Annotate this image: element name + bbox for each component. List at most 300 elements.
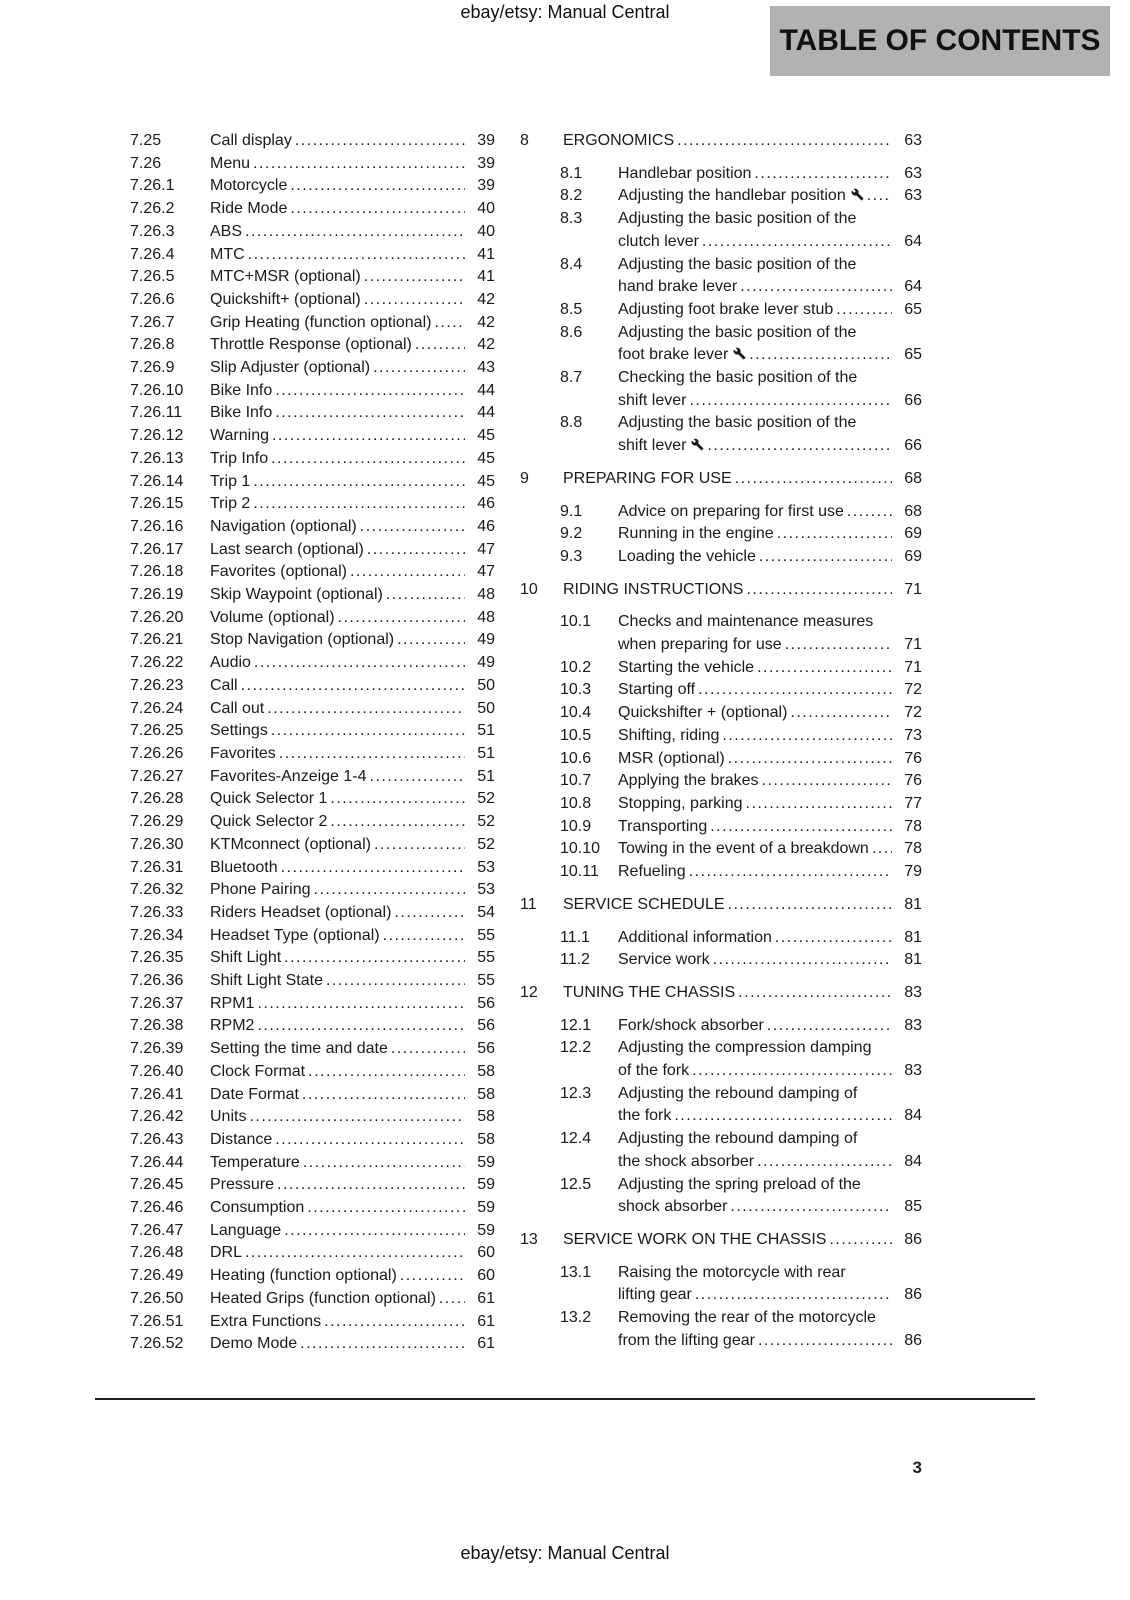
entry-number: 7.26.1 — [130, 177, 175, 195]
entry-page: 59 — [477, 1176, 495, 1194]
toc-section-row — [520, 579, 922, 602]
entry-page: 60 — [477, 1244, 495, 1262]
entry-number: 10.7 — [560, 772, 592, 790]
entry-page: 51 — [477, 744, 495, 762]
entry-page: 66 — [904, 391, 922, 409]
dot-leader — [307, 1197, 465, 1220]
entry-page: 55 — [477, 949, 495, 967]
entry-title: MSR (optional) — [618, 749, 725, 767]
entry-number: 13 — [520, 1230, 538, 1248]
entry-page: 76 — [904, 749, 922, 767]
entry-number: 7.26.11 — [130, 404, 183, 422]
entry-title: Phone Pairing — [210, 881, 311, 899]
dot-leader — [746, 793, 892, 816]
entry-page: 40 — [477, 222, 495, 240]
dot-leader — [394, 902, 465, 925]
toc-entry-row — [520, 254, 922, 277]
toc-entry-row — [130, 993, 495, 1016]
entry-page: 61 — [477, 1335, 495, 1353]
entry-title: Transporting — [618, 817, 708, 835]
dot-leader — [829, 1229, 892, 1252]
dot-leader — [689, 390, 892, 413]
toc-entry-row — [130, 380, 495, 403]
entry-page: 47 — [477, 563, 495, 581]
entry-page: 59 — [477, 1199, 495, 1217]
entry-number: 7.26.47 — [130, 1221, 184, 1239]
dot-leader — [271, 720, 465, 743]
entry-page: 86 — [904, 1331, 922, 1349]
entry-page: 78 — [904, 817, 922, 835]
dot-leader — [281, 857, 465, 880]
entry-number: 11 — [520, 895, 537, 913]
entry-title: Checking the basic position of the — [618, 369, 858, 387]
toc-entry-row — [130, 425, 495, 448]
entry-page: 68 — [904, 502, 922, 520]
dot-leader — [326, 970, 465, 993]
entry-title: Settings — [210, 722, 268, 740]
entry-page: 49 — [477, 654, 495, 672]
entry-page: 61 — [477, 1289, 495, 1307]
dot-leader — [314, 879, 465, 902]
entry-title: Grip Heating (function optional) — [210, 313, 432, 331]
entry-title: Skip Waypoint (optional) — [210, 586, 383, 604]
entry-title: Motorcycle — [210, 177, 288, 195]
entry-page: 50 — [477, 699, 495, 717]
entry-number: 7.26.27 — [130, 767, 184, 785]
toc-entry-row — [520, 163, 922, 186]
page-title-banner — [770, 6, 1110, 76]
dot-leader — [245, 221, 465, 244]
entry-page: 72 — [904, 681, 922, 699]
entry-title: Throttle Response (optional) — [210, 336, 412, 354]
toc-entry-row — [130, 516, 495, 539]
dot-leader — [253, 471, 465, 494]
dot-leader — [383, 925, 465, 948]
dot-leader — [364, 266, 465, 289]
entry-page: 72 — [904, 704, 922, 722]
entry-title: Quick Selector 2 — [210, 813, 328, 831]
entry-number: 7.26.52 — [130, 1335, 184, 1353]
entry-number: 10.4 — [560, 704, 592, 722]
entry-number: 7.26.43 — [130, 1130, 184, 1148]
toc-entry-row — [130, 244, 495, 267]
entry-number: 7.26.25 — [130, 722, 184, 740]
toc-entry-row — [130, 1288, 495, 1311]
entry-title: Adjusting the handlebar position — [618, 187, 846, 205]
entry-page: 73 — [904, 726, 922, 744]
dot-leader — [272, 425, 465, 448]
entry-title: Towing in the event of a breakdown — [618, 840, 869, 858]
entry-number: 7.26.15 — [130, 495, 184, 513]
entry-number: 10.3 — [560, 681, 592, 699]
entry-page: 51 — [477, 722, 495, 740]
toc-entry-row — [130, 925, 495, 948]
entry-title: Shifting, riding — [618, 726, 720, 744]
entry-page: 53 — [477, 881, 495, 899]
entry-page: 41 — [477, 245, 495, 263]
entry-page: 45 — [477, 449, 495, 467]
toc-entry-row — [130, 357, 495, 380]
entry-page: 54 — [477, 903, 495, 921]
entry-number: 12.2 — [560, 1039, 592, 1057]
toc-entry-row — [520, 231, 922, 254]
entry-number: 7.26.14 — [130, 472, 184, 490]
entry-title: the shock absorber — [618, 1152, 755, 1170]
entry-number: 7.26.31 — [130, 858, 184, 876]
dot-leader — [757, 1151, 892, 1174]
toc-section-row — [520, 130, 922, 153]
entry-number: 7.26.12 — [130, 427, 184, 445]
entry-number: 7.26.42 — [130, 1108, 184, 1126]
watermark-top: ebay/etsy: Manual Central — [460, 2, 670, 22]
dot-leader — [767, 1015, 892, 1038]
toc-entry-row — [130, 289, 495, 312]
toc-entry-row — [130, 493, 495, 516]
dot-leader — [275, 402, 465, 425]
entry-title: Adjusting the rebound damping of — [618, 1130, 858, 1148]
dot-leader — [290, 175, 465, 198]
wrench-icon — [851, 188, 864, 201]
entry-title: hand brake lever — [618, 278, 738, 296]
toc-entry-row — [520, 725, 922, 748]
dot-leader — [777, 523, 892, 546]
wrench-icon — [733, 347, 746, 360]
entry-number: 7.26.38 — [130, 1017, 184, 1035]
entry-number: 12 — [520, 983, 538, 1001]
entry-page: 42 — [477, 313, 495, 331]
dot-leader — [738, 982, 892, 1005]
entry-page: 52 — [477, 813, 495, 831]
entry-number: 7.26.28 — [130, 790, 184, 808]
entry-number: 7.26.20 — [130, 608, 184, 626]
toc-entry-row — [520, 838, 922, 861]
entry-number: 7.26.34 — [130, 926, 184, 944]
dot-leader — [728, 894, 892, 917]
entry-title: SERVICE WORK ON THE CHASSIS — [563, 1230, 827, 1248]
entry-title: RPM1 — [210, 994, 255, 1012]
entry-title: Quick Selector 1 — [210, 790, 328, 808]
toc-entry-row — [520, 611, 922, 634]
entry-page: 71 — [904, 636, 922, 654]
dot-leader — [707, 435, 892, 458]
entry-page: 55 — [477, 972, 495, 990]
entry-title: Headset Type (optional) — [210, 926, 380, 944]
entry-title: Starting off — [618, 681, 696, 699]
entry-title: of the fork — [618, 1062, 690, 1080]
entry-page: 61 — [477, 1312, 495, 1330]
dot-leader — [300, 1333, 465, 1356]
entry-title: SERVICE SCHEDULE — [563, 895, 725, 913]
toc-entry-row — [520, 1262, 922, 1285]
dot-leader — [836, 299, 892, 322]
entry-page: 65 — [904, 300, 922, 318]
entry-number: 7.26.21 — [130, 631, 184, 649]
entry-title: Bluetooth — [210, 858, 278, 876]
entry-number: 10.6 — [560, 749, 592, 767]
entry-title: Adjusting the basic position of the — [618, 210, 857, 228]
toc-entry-row — [130, 561, 495, 584]
toc-section-row — [520, 468, 922, 491]
entry-number: 9.2 — [560, 525, 583, 543]
entry-page: 45 — [477, 472, 495, 490]
dot-leader — [730, 1196, 892, 1219]
entry-title: Slip Adjuster (optional) — [210, 359, 371, 377]
toc-entry-row — [130, 1129, 495, 1152]
toc-entry-row — [130, 1265, 495, 1288]
dot-leader — [735, 468, 892, 491]
entry-page: 47 — [477, 540, 495, 558]
toc-entry-row — [520, 1307, 922, 1330]
dot-leader — [397, 629, 465, 652]
entry-page: 58 — [477, 1062, 495, 1080]
entry-page: 83 — [904, 983, 922, 1001]
dot-leader — [689, 861, 892, 884]
entry-page: 71 — [904, 658, 922, 676]
entry-title: Heated Grips (function optional) — [210, 1289, 436, 1307]
entry-title: Ride Mode — [210, 200, 288, 218]
entry-title: Adjusting the compression damping — [618, 1039, 872, 1057]
toc-entry-row — [520, 770, 922, 793]
entry-title: shift lever — [618, 391, 687, 409]
dot-leader — [241, 675, 465, 698]
entry-number: 7.26.17 — [130, 540, 184, 558]
toc-entry-row — [130, 970, 495, 993]
entry-number: 7.26.39 — [130, 1040, 184, 1058]
toc-entry-row — [130, 629, 495, 652]
entry-number: 10.10 — [560, 840, 601, 858]
entry-title: Checks and maintenance measures — [618, 613, 874, 631]
entry-title: MTC+MSR (optional) — [210, 268, 361, 286]
toc-entry-row — [520, 861, 922, 884]
dot-leader — [330, 811, 465, 834]
dot-leader — [324, 1311, 465, 1334]
toc-entry-row — [520, 367, 922, 390]
toc-entry-row — [520, 501, 922, 524]
entry-number: 7.26.18 — [130, 563, 184, 581]
dot-leader — [338, 607, 465, 630]
dot-leader — [373, 357, 465, 380]
toc-entry-row — [520, 1174, 922, 1197]
toc-entry-row — [520, 1196, 922, 1219]
entry-number: 7.26.8 — [130, 336, 175, 354]
entry-number: 7.26.4 — [130, 245, 175, 263]
dot-leader — [275, 380, 465, 403]
toc-section-row — [520, 982, 922, 1005]
dot-leader — [722, 725, 892, 748]
toc-columns — [130, 130, 922, 1356]
entry-number: 7.26.40 — [130, 1062, 184, 1080]
entry-page: 83 — [904, 1016, 922, 1034]
toc-entry-row — [130, 1220, 495, 1243]
toc-entry-row — [130, 1015, 495, 1038]
dot-leader — [245, 1242, 465, 1265]
wrench-icon — [691, 438, 704, 451]
entry-page: 84 — [904, 1152, 922, 1170]
dot-leader — [284, 947, 465, 970]
entry-number: 12.5 — [560, 1175, 592, 1193]
dot-leader — [308, 1061, 465, 1084]
entry-page: 79 — [904, 863, 922, 881]
entry-title: Heating (function optional) — [210, 1267, 397, 1285]
toc-entry-row — [520, 185, 922, 208]
dot-leader — [867, 185, 892, 208]
entry-number: 13.1 — [560, 1263, 592, 1281]
entry-page: 65 — [904, 346, 922, 364]
entry-title: Units — [210, 1108, 247, 1126]
entry-title: Service work — [618, 951, 710, 969]
entry-page: 77 — [904, 794, 922, 812]
toc-entry-row — [520, 390, 922, 413]
entry-title: clutch lever — [618, 232, 699, 250]
entry-number: 7.26.5 — [130, 268, 175, 286]
dot-leader — [391, 1038, 465, 1061]
entry-number: 12.3 — [560, 1084, 592, 1102]
dot-leader — [303, 1152, 465, 1175]
entry-number: 8.6 — [560, 323, 583, 341]
entry-title: DRL — [210, 1244, 243, 1262]
entry-number: 9.1 — [560, 502, 583, 520]
dot-leader — [254, 652, 465, 675]
entry-title: shock absorber — [618, 1198, 728, 1216]
toc-entry-row — [130, 221, 495, 244]
dot-leader — [762, 770, 892, 793]
toc-entry-row — [520, 748, 922, 771]
entry-number: 7.26.37 — [130, 994, 184, 1012]
entry-title: Advice on preparing for first use — [618, 502, 844, 520]
entry-number: 10.11 — [560, 863, 599, 881]
toc-entry-row — [130, 1061, 495, 1084]
toc-entry-row — [130, 607, 495, 630]
toc-entry-row — [520, 702, 922, 725]
toc-entry-row — [130, 879, 495, 902]
entry-number: 8.3 — [560, 210, 583, 228]
entry-title: Distance — [210, 1130, 273, 1148]
entry-title: ERGONOMICS — [563, 132, 675, 149]
toc-entry-row — [130, 1197, 495, 1220]
entry-page: 58 — [477, 1130, 495, 1148]
entry-title: Pressure — [210, 1176, 275, 1194]
entry-title: Volume (optional) — [210, 608, 335, 626]
entry-page: 69 — [904, 525, 922, 543]
entry-page: 76 — [904, 772, 922, 790]
entry-title: Running in the engine — [618, 525, 774, 543]
dot-leader — [695, 1284, 892, 1307]
toc-entry-row — [520, 546, 922, 569]
toc-entry-row — [130, 652, 495, 675]
dot-leader — [386, 584, 465, 607]
entry-page: 56 — [477, 1017, 495, 1035]
entry-title: Language — [210, 1221, 282, 1239]
entry-number: 9 — [520, 469, 529, 487]
dot-leader — [415, 334, 465, 357]
entry-title: Additional information — [618, 928, 772, 946]
dot-leader — [253, 493, 465, 516]
toc-entry-row — [130, 334, 495, 357]
toc-entry-row — [130, 675, 495, 698]
entry-page: 43 — [477, 359, 495, 377]
toc-entry-row — [130, 1152, 495, 1175]
entry-page: 44 — [477, 381, 495, 399]
entry-page: 40 — [477, 200, 495, 218]
entry-page: 83 — [904, 1062, 922, 1080]
dot-leader — [400, 1265, 465, 1288]
toc-entry-row — [520, 299, 922, 322]
entry-number: 7.26.46 — [130, 1199, 184, 1217]
entry-number: 7.26.51 — [130, 1312, 184, 1330]
entry-title: PREPARING FOR USE — [563, 469, 732, 487]
dot-leader — [364, 289, 465, 312]
entry-title: Navigation (optional) — [210, 517, 357, 535]
dot-leader — [284, 1220, 465, 1243]
dot-leader — [295, 130, 465, 153]
dot-leader — [370, 766, 465, 789]
entry-title: Stop Navigation (optional) — [210, 631, 395, 649]
entry-page: 44 — [477, 404, 495, 422]
entry-title: Favorites (optional) — [210, 563, 347, 581]
toc-entry-row — [130, 402, 495, 425]
entry-number: 8.7 — [560, 369, 583, 387]
toc-entry-row — [520, 344, 922, 367]
toc-entry-row — [130, 312, 495, 335]
entry-number: 8.5 — [560, 300, 583, 318]
entry-page: 50 — [477, 676, 495, 694]
dot-leader — [785, 634, 892, 657]
entry-title: KTMconnect (optional) — [210, 835, 371, 853]
entry-number: 7.26.22 — [130, 654, 184, 672]
toc-entry-row — [520, 949, 922, 972]
toc-entry-row — [520, 412, 922, 435]
dot-leader — [374, 834, 465, 857]
entry-number: 7.26.32 — [130, 881, 184, 899]
dot-leader — [847, 501, 892, 524]
toc-entry-row — [520, 1083, 922, 1106]
entry-number: 10.5 — [560, 726, 592, 744]
dot-leader — [253, 153, 465, 176]
entry-number: 7.26.35 — [130, 949, 184, 967]
entry-title: Adjusting the spring preload of the — [618, 1175, 861, 1193]
entry-title: Stopping, parking — [618, 794, 743, 812]
entry-page: 42 — [477, 336, 495, 354]
entry-number: 8.1 — [560, 164, 583, 182]
dot-leader — [710, 816, 892, 839]
entry-title: Quickshifter + (optional) — [618, 704, 788, 722]
entry-title: Fork/shock absorber — [618, 1016, 764, 1034]
entry-page: 63 — [904, 187, 922, 205]
entry-number: 12.4 — [560, 1130, 592, 1148]
entry-page: 48 — [477, 608, 495, 626]
entry-title: Trip 1 — [210, 472, 251, 490]
entry-title: Removing the rear of the motorcycle — [618, 1309, 876, 1327]
page-title: TABLE OF CONTENTS — [779, 24, 1101, 57]
entry-title: TUNING THE CHASSIS — [563, 983, 736, 1001]
entry-number: 10 — [520, 580, 538, 598]
entry-page: 51 — [477, 767, 495, 785]
entry-number: 11.2 — [560, 951, 590, 969]
dot-leader — [434, 312, 465, 335]
entry-page: 59 — [477, 1221, 495, 1239]
entry-number: 7.26.49 — [130, 1267, 184, 1285]
entry-page: 53 — [477, 858, 495, 876]
dot-leader — [249, 1106, 465, 1129]
toc-entry-row — [130, 130, 495, 153]
entry-title: the fork — [618, 1107, 672, 1125]
toc-entry-row — [520, 1060, 922, 1083]
entry-title: foot brake lever — [618, 346, 729, 364]
entry-number: 7.26.13 — [130, 449, 184, 467]
toc-entry-row — [130, 720, 495, 743]
entry-page: 42 — [477, 290, 495, 308]
dot-leader — [367, 539, 465, 562]
